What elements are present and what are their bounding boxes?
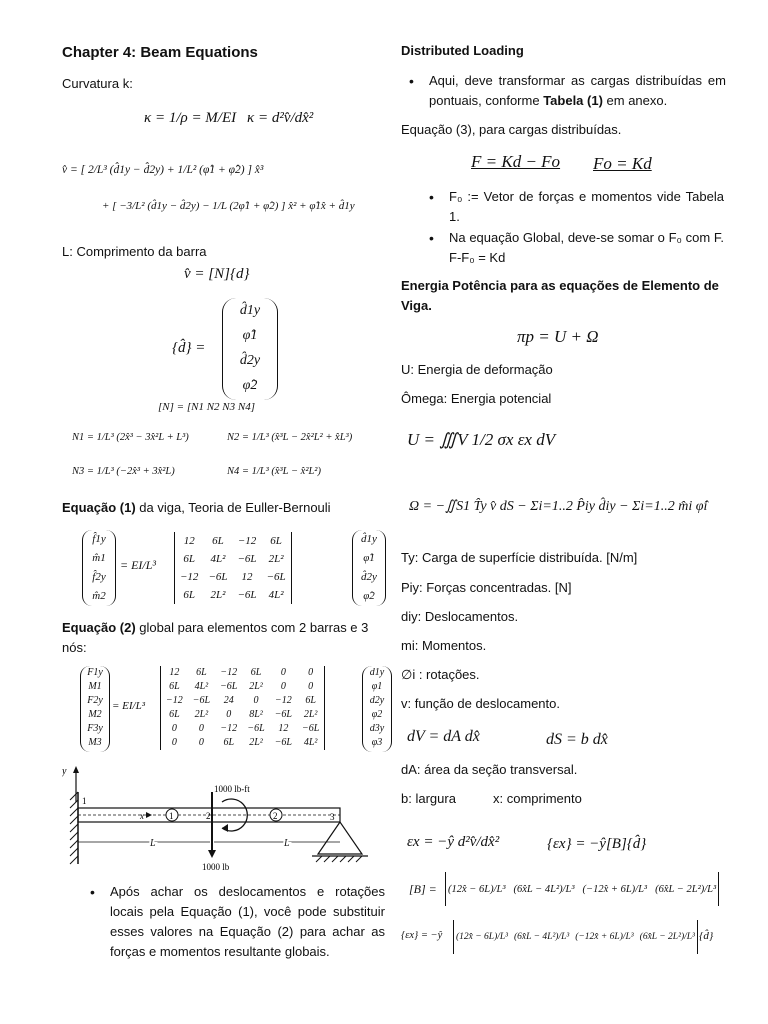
eq2-lhs-entry: F1y: [87, 667, 103, 678]
matrix-cell: −12: [166, 695, 183, 706]
eq1-lhs-entry: m̂1: [92, 552, 106, 564]
node-1-label: 1: [82, 796, 87, 806]
moment-label: 1000 lb-ft: [214, 784, 250, 794]
eq2-force-vector: [80, 666, 110, 752]
matrix-cell: 0: [280, 667, 286, 678]
B-term: (6x̂L − 2L²)/L³: [655, 883, 717, 895]
matrix-cell: −6L: [274, 709, 292, 720]
distributed-loading-title: Distributed Loading: [401, 43, 524, 58]
B-matrix-equation: [409, 872, 729, 908]
d-vector: [222, 298, 278, 400]
matrix-cell: −6L: [237, 589, 257, 601]
omega-description: Ômega: Energia potencial: [401, 391, 552, 406]
node-2-label: 2: [206, 811, 211, 821]
matrix-cell: 12: [169, 667, 180, 678]
eq1-rhs-entry: φ̂1: [363, 552, 375, 564]
diy-description: diy: Deslocamentos.: [401, 609, 519, 624]
eq2-rhs-entry: d3y: [369, 723, 385, 734]
eps-full-lhs: {εx} = −ŷ: [401, 930, 443, 941]
matrix-cell: −6L: [220, 681, 238, 692]
U-description: U: Energia de deformação: [401, 362, 553, 377]
v-description: v: função de deslocamento.: [401, 696, 560, 711]
B-lhs: [B] =: [409, 882, 437, 896]
eps-B-matrix: [453, 920, 698, 954]
matrix-cell: −6L: [237, 553, 257, 565]
kappa-equation-2: κ = d²v̂/dx̂²: [247, 110, 314, 126]
v-equation-line-2: + [ −3/L² (d̂1y − d̂2y) − 1/L (2φ̂1 + φ̂2) ] x̂² + φ̂1x̂ + d̂1y: [102, 200, 355, 212]
matrix-cell: 0: [253, 695, 259, 706]
matrix-cell: 8L²: [249, 709, 263, 720]
mi-description: mi: Momentos.: [401, 638, 487, 653]
matrix-cell: 0: [280, 681, 286, 692]
matrix-cell: 6L: [223, 737, 234, 748]
eps-term: (6x̂L − 2L²)/L³: [639, 932, 695, 942]
matrix-cell: −12: [237, 535, 257, 547]
matrix-cell: 0: [171, 723, 177, 734]
beam-figure: [62, 762, 382, 874]
N4-equation: N4 = 1/L³ (x̂³L − x̂²L²): [227, 466, 321, 477]
matrix-cell: 2L²: [249, 737, 263, 748]
N2-equation: N2 = 1/L³ (x̂³L − 2x̂²L² + x̂L³): [227, 432, 353, 443]
equacao-3-text: Equação (3), para cargas distribuídas.: [401, 122, 622, 137]
eq1-displacement-vector: [352, 530, 386, 606]
matrix-cell: 12: [241, 571, 253, 583]
matrix-cell: −6L: [274, 737, 292, 748]
eq2-global-stiffness-matrix: [160, 666, 325, 750]
d-vector-entry: φ̂1: [242, 328, 258, 343]
matrix-cell: 12: [278, 723, 289, 734]
matrix-cell: −6L: [302, 723, 320, 734]
matrix-cell: 4L²: [268, 589, 284, 601]
matrix-cell: 6L: [183, 589, 196, 601]
eq2-factor: = EI/L³: [112, 700, 146, 712]
dim-1-label: L: [150, 838, 156, 849]
N-row: [N] = [N1 N2 N3 N4]: [158, 401, 255, 413]
matrix-cell: 2L²: [268, 553, 284, 565]
x-axis-arrow: [146, 812, 152, 818]
matrix-cell: 6L: [270, 535, 282, 547]
bullet-f0: • F₀ := Vetor de forças e momentos vide Tabela 1.: [449, 187, 724, 227]
eq1-rhs-entry: d̂2y: [361, 571, 377, 583]
eq1-lhs-entry: f̂1y: [92, 533, 106, 545]
equacao-3b: Fo = Kd: [593, 154, 652, 173]
bullet-tabela: • Aqui, deve transformar as cargas distribuídas em pontuais, conforme Tabela (1) em anexo.: [429, 71, 726, 111]
curvatura-label: Curvatura k:: [62, 76, 133, 91]
eq2-lhs-entry: F3y: [87, 723, 103, 734]
B-term: (−12x̂ + 6L)/L³: [582, 883, 648, 895]
equacao-1-heading: Equação (1) da viga, Teoria de Euller-Bernouli: [62, 500, 331, 515]
d-vector-lhs: {d̂} =: [172, 340, 206, 356]
matrix-cell: 4L²: [194, 681, 209, 692]
b-description: b: largura: [401, 791, 456, 806]
matrix-cell: −12: [220, 667, 238, 678]
matrix-cell: 2L²: [194, 709, 209, 720]
chapter-title: Chapter 4: Beam Equations: [62, 44, 258, 61]
matrix-cell: 0: [308, 667, 314, 678]
force-arrow-icon: [208, 850, 216, 858]
eq1-rhs-entry: φ̂2: [363, 590, 375, 602]
matrix-cell: 6L: [305, 695, 316, 706]
y-axis-label: y: [62, 766, 67, 777]
matrix-cell: −6L: [208, 571, 228, 583]
d-vector-entry: d̂2y: [239, 353, 261, 368]
eq2-rhs-entry: φ2: [371, 709, 383, 720]
matrix-cell: 0: [226, 709, 232, 720]
dV-equation: dV = dA dx̂: [407, 728, 480, 745]
v-N-equation: v̂ = [N]{d}: [184, 266, 250, 282]
matrix-cell: −6L: [192, 695, 211, 706]
matrix-cell: −12: [220, 723, 238, 734]
eps-term: (6x̂L − 4L²)/L³: [514, 932, 570, 942]
epsilon-equation: εx = −ŷ d²v̂/dx̂²: [407, 834, 500, 850]
matrix-cell: 0: [308, 681, 314, 692]
Ty-description: Ty: Carga de superfície distribuída. [N/m]: [401, 550, 638, 565]
equacao-2-matrix-equation: [80, 666, 390, 756]
eq2-rhs-entry: d1y: [369, 667, 385, 678]
d-vector-entry: φ̂2: [242, 378, 258, 393]
y-axis-arrow: [73, 766, 79, 773]
d-vector-entry: d̂1y: [239, 303, 261, 318]
eq2-rhs-entry: φ1: [371, 681, 383, 692]
equacao-2-heading: Equação (2) global para elementos com 2 barras e 3 nós:: [62, 620, 369, 655]
eq2-rhs-entry: d2y: [369, 695, 385, 706]
moment-arrow-icon: [222, 824, 228, 832]
dS-equation: dS = b dx̂: [546, 731, 608, 748]
B-matrix: [445, 872, 719, 906]
Piy-description: Piy: Forças concentradas. [N]: [401, 580, 572, 595]
phi-description: ∅i : rotações.: [401, 667, 480, 682]
pin-support: [318, 822, 362, 854]
final-bullet: • Após achar os deslocamentos e rotações locais pela Equação (1), você pode substituir esses valores na Equação (2) para achar as forças e momentos resultante globais.: [110, 882, 385, 962]
matrix-cell: 4L²: [210, 553, 226, 565]
x-axis-label: x: [140, 811, 144, 821]
matrix-cell: −6L: [247, 723, 265, 734]
v-equation-line-1: v̂ = [ 2/L³ (d̂1y − d̂2y) + 1/L² (φ̂1 + φ̂2) ] x̂³: [62, 164, 264, 176]
dim-2-label: L: [284, 838, 290, 849]
N3-equation: N3 = 1/L³ (−2x̂³ + 3x̂²L): [72, 466, 175, 477]
node-3-label: 3: [330, 812, 335, 822]
matrix-cell: 6L: [183, 553, 196, 565]
equacao-1-matrix-equation: [82, 530, 382, 610]
eq1-factor: = EI/L³: [120, 558, 157, 572]
matrix-cell: −12: [180, 571, 199, 583]
matrix-cell: 0: [171, 737, 177, 748]
bullet-global: • Na equação Global, deve-se somar o F₀ com F. F-F₀ = Kd: [449, 228, 724, 268]
eq1-stiffness-matrix: [174, 532, 292, 604]
equacao-3a: F = Kd − Fo: [471, 152, 561, 171]
matrix-cell: 2L²: [210, 589, 226, 601]
wall-hatch: [70, 792, 78, 864]
N1-equation: N1 = 1/L³ (2x̂³ − 3x̂²L + L³): [72, 432, 189, 443]
epsilon-matrix-equation: {εx} = −ŷ[B]{d̂}: [547, 836, 647, 852]
Omega-equation: Ω = −∬S1 T̂y v̂ dS − Σi=1..2 P̂iy d̂iy − Σi=1..2 m̂i φ̂i: [409, 499, 708, 514]
matrix-cell: 6L: [169, 681, 180, 692]
eq2-rhs-entry: φ3: [371, 737, 383, 748]
ground-hatch: [316, 856, 362, 862]
eq1-rhs-entry: d̂1y: [361, 533, 377, 545]
dA-description: dA: área da seção transversal.: [401, 762, 578, 777]
matrix-cell: 2L²: [249, 681, 263, 692]
matrix-cell: −6L: [266, 571, 286, 583]
eq1-lhs-entry: f̂2y: [92, 571, 106, 583]
eq2-lhs-entry: M2: [88, 709, 102, 720]
element-1-label: 1: [169, 811, 174, 821]
eq2-lhs-entry: M3: [88, 737, 102, 748]
comprimento-label: L: Comprimento da barra: [62, 244, 207, 259]
eps-term: (−12x̂ + 6L)/L³: [575, 932, 634, 942]
B-term: (12x̂ − 6L)/L³: [448, 883, 506, 895]
eps-full-rhs: {d̂}: [699, 930, 714, 942]
eq2-lhs-entry: F2y: [87, 695, 103, 706]
element-2-label: 2: [273, 811, 278, 821]
kappa-equation-1: κ = 1/ρ = M/EI: [144, 110, 237, 126]
B-term: (6x̂L − 4L²)/L³: [513, 883, 575, 895]
eq1-lhs-entry: m̂2: [92, 590, 106, 602]
matrix-cell: 4L²: [303, 737, 318, 748]
matrix-cell: 12: [183, 535, 195, 547]
eq2-displacement-vector: [362, 666, 392, 752]
epsilon-full-equation: [401, 920, 726, 956]
matrix-cell: 0: [198, 737, 204, 748]
matrix-cell: 24: [223, 695, 234, 706]
energia-title: Energia Potência para as equações de Elemento de Viga.: [401, 278, 719, 313]
matrix-cell: 2L²: [303, 709, 318, 720]
matrix-cell: −12: [274, 695, 292, 706]
matrix-cell: 6L: [250, 667, 262, 678]
x-description: x: comprimento: [493, 791, 582, 806]
pi-equation: πp = U + Ω: [517, 327, 599, 346]
eq2-lhs-entry: M1: [88, 681, 102, 692]
U-equation: U = ∭V 1/2 σx εx dV: [407, 430, 556, 449]
matrix-cell: 0: [198, 723, 204, 734]
matrix-cell: 6L: [196, 667, 207, 678]
matrix-cell: 6L: [212, 535, 224, 547]
force-label: 1000 lb: [202, 862, 230, 872]
eq1-force-vector: [82, 530, 116, 606]
eps-term: (12x̂ − 6L)/L³: [456, 932, 509, 942]
matrix-cell: 6L: [169, 709, 180, 720]
